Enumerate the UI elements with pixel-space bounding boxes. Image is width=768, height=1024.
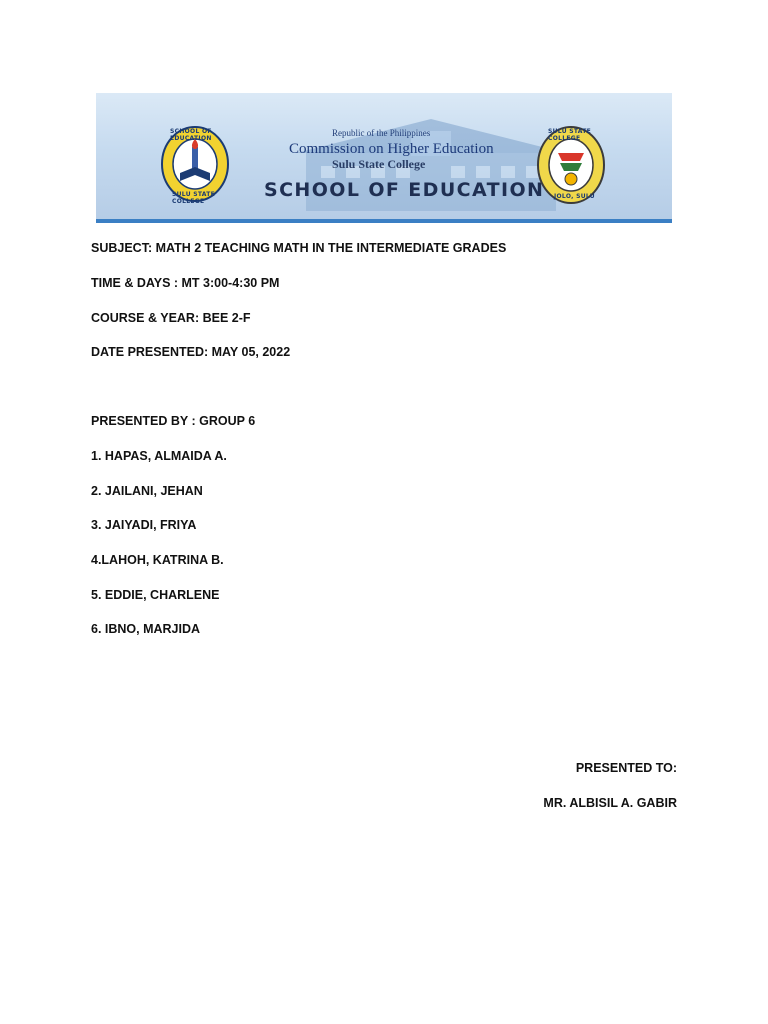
member-5: 5. EDDIE, CHARLENE	[91, 588, 220, 602]
school-of-education-seal	[160, 125, 230, 203]
left-seal-top-text: SCHOOL OF EDUCATION	[170, 128, 212, 142]
right-seal-top-text: SULU STATE COLLEGE	[548, 128, 592, 142]
banner-accent-line	[96, 219, 672, 223]
left-seal-bottom-text: SULU STATE COLLEGE	[172, 191, 216, 205]
presented-to-heading: PRESENTED TO:	[575, 761, 677, 775]
republic-text: Republic of the Philippines	[332, 128, 431, 138]
member-1: 1. HAPAS, ALMAIDA A.	[91, 449, 227, 463]
recipient-name: MR. ALBISIL A. GABIR	[543, 796, 677, 810]
course-year-line: COURSE & YEAR: BEE 2-F	[91, 311, 251, 325]
school-title: SCHOOL OF EDUCATION	[264, 179, 545, 201]
commission-text: Commission on Higher Education	[289, 141, 494, 157]
sulu-state-college-seal	[536, 125, 606, 205]
subject-line: SUBJECT: MATH 2 TEACHING MATH IN THE INTERMEDIATE GRADES	[91, 241, 507, 255]
college-name: Sulu State College	[332, 157, 426, 171]
header-banner	[96, 93, 672, 223]
member-2: 2. JAILANI, JEHAN	[91, 484, 203, 498]
date-presented-line: DATE PRESENTED: MAY 05, 2022	[91, 345, 291, 359]
member-6: 6. IBNO, MARJIDA	[91, 622, 201, 636]
time-days-line: TIME & DAYS : MT 3:00-4:30 PM	[91, 276, 280, 290]
presented-by-heading: PRESENTED BY : GROUP 6	[91, 414, 256, 428]
member-3: 3. JAIYADI, FRIYA	[91, 518, 197, 532]
right-seal-bottom-text: JOLO, SULU	[554, 193, 595, 200]
member-4: 4.LAHOH, KATRINA B.	[91, 553, 224, 567]
